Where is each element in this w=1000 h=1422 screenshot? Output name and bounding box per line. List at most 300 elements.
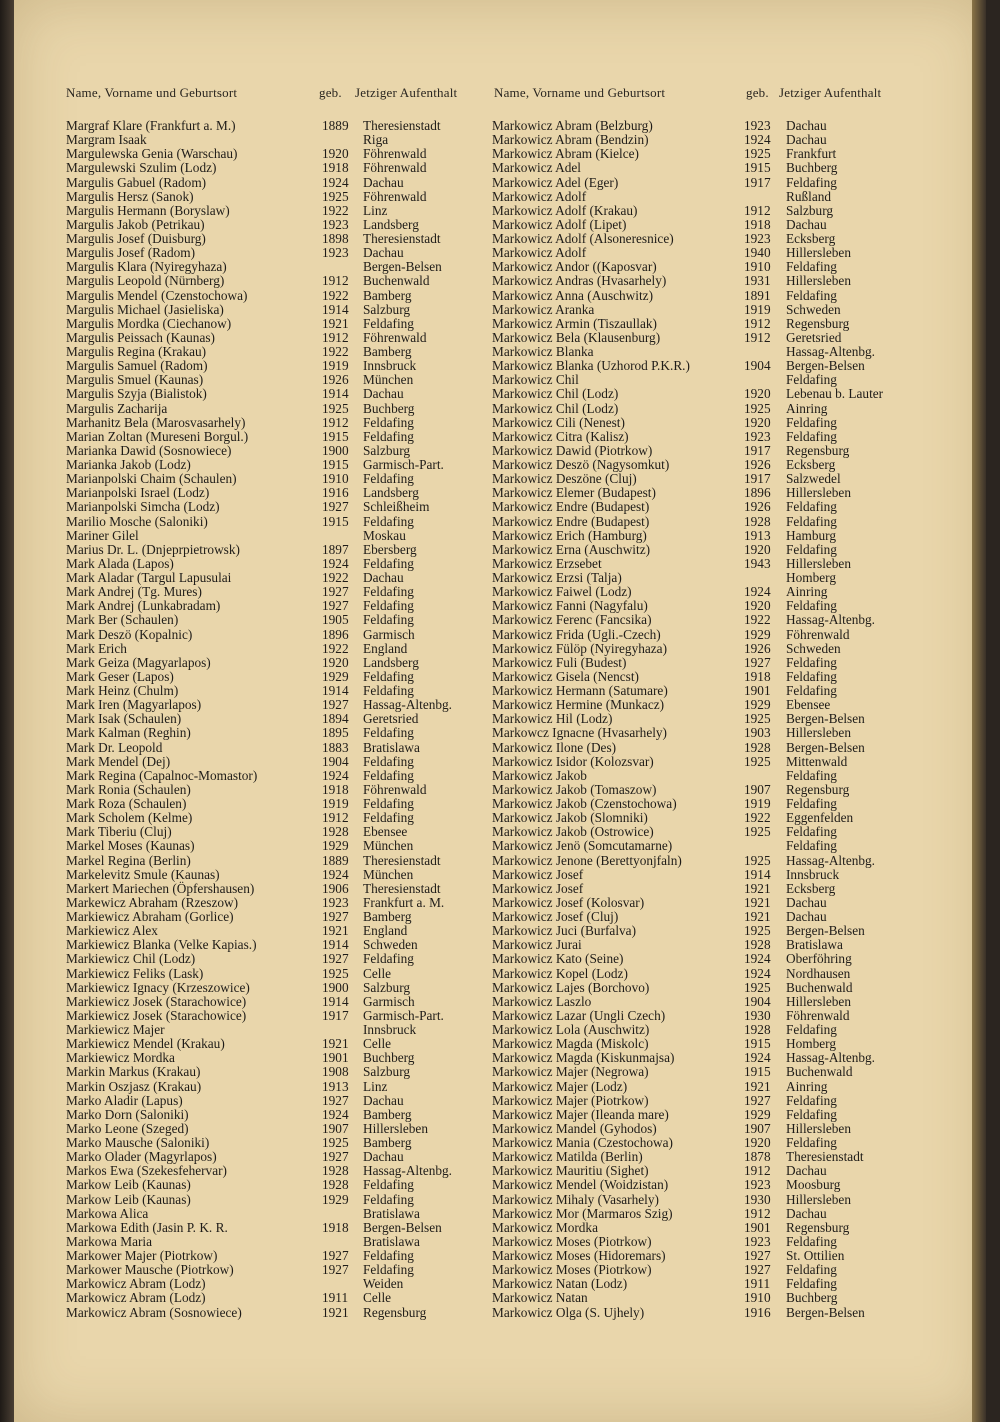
entry-location: Hillersleben xyxy=(786,555,851,571)
entry-location: Homberg xyxy=(786,570,836,585)
entry-location: Hillersleben xyxy=(786,1191,851,1207)
entry-name: Markowicz Jakob (Ostrowice) xyxy=(492,824,654,840)
entry-row xyxy=(66,430,486,444)
entry-year: 1929 xyxy=(322,668,349,684)
entry-year: 1925 xyxy=(744,400,771,416)
entry-year: 1912 xyxy=(744,315,771,331)
entry-year: 1917 xyxy=(744,471,771,487)
entry-location: Feldafing xyxy=(363,683,414,698)
entry-location: Feldafing xyxy=(363,796,414,811)
entry-location: Feldafing xyxy=(363,810,414,826)
entry-row xyxy=(492,811,922,825)
entry-location: Bergen-Belsen xyxy=(786,358,865,374)
entry-row xyxy=(492,1249,922,1263)
entry-name: Markin Oszjasz (Krakau) xyxy=(66,1078,202,1094)
entry-year: 1919 xyxy=(322,796,349,811)
entry-row xyxy=(492,119,922,133)
entry-location: Feldafing xyxy=(363,471,414,487)
entry-year: 1908 xyxy=(322,1064,349,1080)
entry-location: Landsberg xyxy=(363,654,419,670)
entry-location: Bratislawa xyxy=(363,739,420,755)
entry-row xyxy=(492,274,922,288)
entry-name: Markowicz Adolf (Lipet) xyxy=(492,216,627,232)
entry-name: Markowicz Majer (Negrowa) xyxy=(492,1064,649,1080)
entry-location: Föhrenwald xyxy=(363,781,427,797)
entry-name: Markowicz Chil (Lodz) xyxy=(492,400,619,416)
entry-location: Bergen-Belsen xyxy=(363,1219,442,1235)
entry-name: Markiewicz Alex xyxy=(66,923,158,939)
entry-year: 1925 xyxy=(322,1135,349,1150)
entry-name: Markowicz Moses (Piotrkow) xyxy=(492,1262,652,1278)
entry-location: Landsberg xyxy=(363,485,419,501)
entry-name: Markowicz Mauritiu (Sighet) xyxy=(492,1163,649,1179)
entry-row xyxy=(492,797,922,811)
entry-row xyxy=(492,1037,922,1051)
entry-row xyxy=(492,444,922,458)
entry-row xyxy=(492,500,922,514)
entry-location: Innsbruck xyxy=(363,358,417,374)
entry-year: 1920 xyxy=(744,541,771,557)
entry-row xyxy=(66,797,486,811)
entry-year: 1911 xyxy=(744,1276,771,1292)
entry-location: Salzburg xyxy=(363,1064,411,1080)
entry-year: 1910 xyxy=(744,259,771,275)
entry-location: Bamberg xyxy=(363,909,412,924)
entry-name: Marhanitz Bela (Marosvasarhely) xyxy=(66,414,246,430)
entry-name: Markowicz Fuli (Budest) xyxy=(492,654,627,670)
entry-name: Markiewicz Mordka xyxy=(66,1050,175,1066)
left-header-name: Name, Vorname und Geburtsort xyxy=(66,85,238,100)
entry-year: 1903 xyxy=(744,725,771,741)
entry-name: Markowicz Adolf xyxy=(492,245,587,261)
entry-row xyxy=(66,825,486,839)
entry-row xyxy=(66,1037,486,1051)
entry-name: Markowicz Endre (Budapest) xyxy=(492,513,650,529)
entry-location: Schweden xyxy=(363,937,418,953)
entry-location: Bratislawa xyxy=(363,1205,420,1221)
entry-name: Markowicz Jenö (Somcutamarne) xyxy=(492,838,673,854)
entry-location: Feldafing xyxy=(363,1191,414,1207)
entry-name: Markowicz Adolf (Krakau) xyxy=(492,202,638,218)
entry-name: Margulis Leopold (Nürnberg) xyxy=(66,273,225,289)
entry-name: Markowicz Mihaly (Vasarhely) xyxy=(492,1191,659,1207)
entry-row xyxy=(492,557,922,571)
entry-name: Markowicz Mania (Czestochowa) xyxy=(492,1135,673,1150)
entry-year: 1921 xyxy=(322,923,349,939)
entry-name: Markiewicz Ignacy (Krzeszowice) xyxy=(66,979,250,995)
entry-location: Feldafing xyxy=(363,951,414,967)
entry-location: Dachau xyxy=(363,1092,404,1108)
entry-year: 1917 xyxy=(744,442,771,458)
entry-row xyxy=(66,303,486,317)
entry-name: Margulis Smuel (Kaunas) xyxy=(66,372,204,388)
entry-year: 1924 xyxy=(744,132,771,148)
entry-row xyxy=(66,1193,486,1207)
entry-year: 1901 xyxy=(322,1050,349,1066)
entry-year: 1891 xyxy=(744,287,771,303)
entry-row xyxy=(492,402,922,416)
entry-location: Theresienstadt xyxy=(363,880,441,896)
entry-row xyxy=(66,585,486,599)
entry-year: 1922 xyxy=(322,570,349,585)
entry-year: 1921 xyxy=(322,1036,349,1052)
entry-row xyxy=(66,698,486,712)
entry-location: Bergen-Belsen xyxy=(786,711,865,727)
entry-name: Markow Leib (Kaunas) xyxy=(66,1191,191,1207)
entry-year: 1928 xyxy=(322,1177,349,1193)
entry-year: 1895 xyxy=(322,725,349,741)
entry-name: Markowicz Moses (Hidoremars) xyxy=(492,1248,666,1263)
entry-name: Markowicz Mendel (Woidzistan) xyxy=(492,1177,669,1193)
entry-name: Mark Heinz (Chulm) xyxy=(66,683,179,698)
entry-name: Markowicz Jurai xyxy=(492,937,582,953)
entry-year: 1920 xyxy=(322,146,349,162)
entry-name: Markowicz Erna (Auschwitz) xyxy=(492,541,651,557)
entry-row xyxy=(492,373,922,387)
entry-row xyxy=(492,1150,922,1164)
entry-name: Markower Mausche (Piotrkow) xyxy=(66,1262,234,1278)
entry-row xyxy=(492,825,922,839)
entry-location: Föhrenwald xyxy=(786,626,850,642)
entry-row xyxy=(492,232,922,246)
entry-row xyxy=(66,119,486,133)
entry-name: Marko Leone (Szeged) xyxy=(66,1120,189,1136)
entry-location: Hillersleben xyxy=(786,485,851,501)
entry-location: Feldafing xyxy=(786,1106,837,1122)
entry-year: 1925 xyxy=(744,979,771,995)
entry-name: Marius Dr. L. (Dnjeprpietrowsk) xyxy=(66,541,240,557)
entry-name: Marko Dorn (Saloniki) xyxy=(66,1106,189,1122)
entry-row xyxy=(66,755,486,769)
entry-location: Feldafing xyxy=(786,372,837,388)
entry-row xyxy=(66,571,486,585)
entry-row xyxy=(66,557,486,571)
entry-year: 1921 xyxy=(322,315,349,331)
entry-row xyxy=(66,317,486,331)
entry-name: Margram Isaak xyxy=(66,132,147,148)
entry-year: 1927 xyxy=(322,697,349,713)
entry-location: Regensburg xyxy=(786,781,850,797)
entry-name: Markowicz Jenone (Berettyonjfaln) xyxy=(492,852,682,868)
entry-row xyxy=(492,289,922,303)
entry-name: Markowicz Dawid (Piotrkow) xyxy=(492,442,653,458)
entry-year: 1927 xyxy=(322,499,349,515)
entry-location: München xyxy=(363,866,414,882)
entry-year: 1929 xyxy=(322,1191,349,1207)
entry-row xyxy=(66,500,486,514)
entry-location: Feldafing xyxy=(786,654,837,670)
entry-location: Feldafing xyxy=(786,1135,837,1150)
entry-row xyxy=(492,458,922,472)
entry-location: Hillersleben xyxy=(786,1120,851,1136)
entry-location: Feldafing xyxy=(363,725,414,741)
entry-year: 1922 xyxy=(322,202,349,218)
entry-name: Markowicz Abram (Sosnowiece) xyxy=(66,1304,242,1320)
entry-year: 1917 xyxy=(322,1007,349,1023)
entry-name: Margulewska Genia (Warschau) xyxy=(66,146,238,162)
entry-location: Dachau xyxy=(363,245,404,261)
entry-year: 1912 xyxy=(744,202,771,218)
entry-location: Bamberg xyxy=(363,287,412,303)
entry-year: 1883 xyxy=(322,739,349,755)
entry-name: Markowicz Fanni (Nagyfalu) xyxy=(492,598,648,614)
entry-name: Margulis Szyja (Bialistok) xyxy=(66,386,207,402)
entry-year: 1922 xyxy=(322,287,349,303)
entry-row xyxy=(492,430,922,444)
entry-location: Feldafing xyxy=(786,598,837,614)
entry-name: Markowicz Lajes (Borchovo) xyxy=(492,979,650,995)
entry-year: 1900 xyxy=(322,979,349,995)
entry-name: Markiewicz Abraham (Gorlice) xyxy=(66,909,234,924)
entry-location: Buchenwald xyxy=(363,273,430,289)
entry-location: Moskau xyxy=(363,527,406,543)
entry-location: Hassag-Altenbg. xyxy=(786,1050,875,1066)
entry-row xyxy=(66,515,486,529)
entry-row xyxy=(492,387,922,401)
entry-year: 1918 xyxy=(322,781,349,797)
entry-location: Oberföhring xyxy=(786,951,852,967)
entry-row xyxy=(66,416,486,430)
entry-location: Regensburg xyxy=(363,1304,427,1320)
entry-name: Markower Majer (Piotrkow) xyxy=(66,1248,218,1263)
entry-name: Margulis Gabuel (Radom) xyxy=(66,174,207,190)
entry-location: Feldafing xyxy=(786,259,837,275)
entry-year: 1904 xyxy=(744,993,771,1009)
entry-row xyxy=(66,684,486,698)
entry-row xyxy=(66,712,486,726)
entry-name: Markowicz Deszöne (Cluj) xyxy=(492,471,637,487)
entry-name: Margulis Josef (Radom) xyxy=(66,245,196,261)
entry-year: 1912 xyxy=(322,329,349,345)
entry-name: Mark Erich xyxy=(66,640,127,656)
entry-year: 1927 xyxy=(744,654,771,670)
entry-location: Feldafing xyxy=(786,174,837,190)
entry-name: Mark Ber (Schaulen) xyxy=(66,612,179,628)
entry-year: 1889 xyxy=(322,852,349,868)
entry-name: Markowicz Natan xyxy=(492,1290,588,1306)
entry-year: 1926 xyxy=(744,499,771,515)
entry-location: Ainring xyxy=(786,1078,828,1094)
entry-name: Markowicz Faiwel (Lodz) xyxy=(492,584,632,600)
entry-location: Schweden xyxy=(786,301,841,317)
entry-name: Markowcz Ignacne (Hvasarhely) xyxy=(492,725,667,741)
entry-row xyxy=(66,1235,486,1249)
entry-location: Föhrenwald xyxy=(363,188,427,204)
entry-year: 1925 xyxy=(744,711,771,727)
entry-row xyxy=(492,133,922,147)
entry-location: Dachau xyxy=(786,216,827,232)
entry-name: Markiewicz Majer xyxy=(66,1022,165,1037)
entry-location: Hassag-Altenbg. xyxy=(363,697,452,713)
entry-name: Markowicz Abram (Belzburg) xyxy=(492,118,653,133)
entry-location: Feldafing xyxy=(363,1248,414,1263)
entry-name: Markowicz Abram (Kielce) xyxy=(492,146,639,162)
entry-year: 1925 xyxy=(322,400,349,416)
entry-year: 1921 xyxy=(744,880,771,896)
entry-location: Linz xyxy=(363,1078,388,1094)
entry-location: Theresienstadt xyxy=(363,231,441,246)
document-page xyxy=(14,0,986,1422)
entry-name: Marianka Dawid (Sosnowiece) xyxy=(66,442,232,458)
entry-location: Hassag-Altenbg. xyxy=(786,344,875,359)
entry-row xyxy=(492,698,922,712)
entry-name: Margulis Zacharija xyxy=(66,400,168,416)
entry-year: 1916 xyxy=(744,1304,771,1320)
entry-year: 1927 xyxy=(322,1262,349,1278)
entry-name: Markin Markus (Krakau) xyxy=(66,1064,201,1080)
entry-year: 1910 xyxy=(744,1290,771,1306)
entry-year: 1927 xyxy=(322,951,349,967)
entry-location: Ecksberg xyxy=(786,880,836,896)
entry-location: Celle xyxy=(363,1290,392,1306)
entry-location: Feldafing xyxy=(786,683,837,698)
entry-row xyxy=(66,246,486,260)
entry-row xyxy=(66,1094,486,1108)
entry-location: Feldafing xyxy=(363,1262,414,1278)
entry-year: 1920 xyxy=(322,654,349,670)
entry-location: Hamburg xyxy=(786,527,836,543)
entry-name: Markowicz Kopel (Lodz) xyxy=(492,965,628,981)
entry-name: Markow Leib (Kaunas) xyxy=(66,1177,191,1193)
entry-year: 1914 xyxy=(322,683,349,698)
entry-row xyxy=(66,345,486,359)
entry-row xyxy=(66,896,486,910)
entry-year: 1923 xyxy=(744,1177,771,1193)
entry-row xyxy=(66,331,486,345)
entry-row xyxy=(492,868,922,882)
entry-location: Riga xyxy=(363,132,389,148)
entry-row xyxy=(492,882,922,896)
entry-row xyxy=(492,967,922,981)
entry-row xyxy=(66,811,486,825)
entry-row xyxy=(492,628,922,642)
entry-location: St. Ottilien xyxy=(786,1248,845,1263)
entry-location: Ecksberg xyxy=(786,457,836,472)
entry-row xyxy=(66,1277,486,1291)
entry-name: Margulis Peissach (Kaunas) xyxy=(66,329,215,345)
entry-name: Markowicz Hermine (Munkacz) xyxy=(492,697,665,713)
entry-year: 1915 xyxy=(322,513,349,529)
entry-location: Dachau xyxy=(363,174,404,190)
entry-row xyxy=(66,543,486,557)
entry-location: Dachau xyxy=(786,894,827,910)
entry-name: Markowicz Hermann (Satumare) xyxy=(492,683,668,698)
entry-name: Markowicz Erzsi (Talja) xyxy=(492,570,622,585)
entry-year: 1927 xyxy=(322,1092,349,1108)
entry-location: Föhrenwald xyxy=(363,329,427,345)
entry-name: Markiewicz Feliks (Lask) xyxy=(66,965,204,981)
entry-year: 1928 xyxy=(744,1022,771,1037)
entry-name: Markowicz Natan (Lodz) xyxy=(492,1276,628,1292)
entry-year: 1914 xyxy=(744,866,771,882)
entry-year: 1915 xyxy=(322,457,349,472)
entry-name: Markowicz Adolf xyxy=(492,188,587,204)
entry-row xyxy=(66,147,486,161)
entry-year: 1917 xyxy=(744,174,771,190)
entry-year: 1925 xyxy=(744,824,771,840)
entry-name: Margulis Mordka (Ciechanow) xyxy=(66,315,232,331)
entry-name: Mark Andrej (Tg. Mures) xyxy=(66,584,202,600)
entry-row xyxy=(492,1277,922,1291)
entry-location: Feldafing xyxy=(786,1092,837,1108)
entry-name: Margulis Jakob (Petrikau) xyxy=(66,216,205,232)
entry-name: Markiewicz Blanka (Velke Kapias.) xyxy=(66,937,257,953)
entry-row xyxy=(66,938,486,952)
entry-year: 1924 xyxy=(322,767,349,783)
entry-name: Marianka Jakob (Lodz) xyxy=(66,457,191,472)
entry-location: Eggenfelden xyxy=(786,810,854,826)
entry-location: Linz xyxy=(363,202,388,218)
entry-name: Margulis Hermann (Boryslaw) xyxy=(66,202,230,218)
entry-location: Frankfurt xyxy=(786,146,837,162)
entry-row xyxy=(66,628,486,642)
entry-year: 1900 xyxy=(322,442,349,458)
entry-location: Garmisch-Part. xyxy=(363,1007,444,1023)
entry-name: Markowicz Citra (Kalisz) xyxy=(492,428,629,444)
entry-name: Markos Ewa (Szekesfehervar) xyxy=(66,1163,227,1179)
entry-row xyxy=(492,345,922,359)
entry-row xyxy=(66,952,486,966)
entry-year: 1924 xyxy=(744,965,771,981)
entry-year: 1921 xyxy=(322,1304,349,1320)
entry-location: Regensburg xyxy=(786,442,850,458)
entry-year: 1915 xyxy=(322,428,349,444)
entry-location: Buchenwald xyxy=(786,979,853,995)
entry-row xyxy=(492,755,922,769)
entry-year: 1916 xyxy=(322,485,349,501)
entry-year: 1927 xyxy=(322,584,349,600)
entry-location: Bamberg xyxy=(363,1135,412,1150)
entry-year: 1927 xyxy=(744,1262,771,1278)
entry-location: Feldafing xyxy=(363,598,414,614)
entry-year: 1911 xyxy=(322,1290,349,1306)
entry-name: Markowicz Majer (Ileanda mare) xyxy=(492,1106,669,1122)
entry-row xyxy=(492,1263,922,1277)
entry-location: Feldafing xyxy=(786,767,837,783)
entry-name: Markelevitz Smule (Kaunas) xyxy=(66,866,220,882)
entry-location: Hassag-Altenbg. xyxy=(786,612,875,628)
entry-row xyxy=(66,599,486,613)
entry-year: 1924 xyxy=(322,866,349,882)
entry-row xyxy=(66,1122,486,1136)
entry-name: Markowicz Mordka xyxy=(492,1219,598,1235)
entry-name: Markowicz Jakob (Slomniki) xyxy=(492,810,648,826)
entry-row xyxy=(492,1164,922,1178)
entry-year: 1914 xyxy=(322,301,349,317)
entry-row xyxy=(66,613,486,627)
entry-location: Feldafing xyxy=(786,287,837,303)
entry-name: Mark Scholem (Kelme) xyxy=(66,810,193,826)
entry-location: Föhrenwald xyxy=(363,160,427,176)
entry-year: 1928 xyxy=(744,739,771,755)
entry-year: 1943 xyxy=(744,555,771,571)
entry-name: Markowicz Jakob (Tomaszow) xyxy=(492,781,657,797)
entry-location: Feldafing xyxy=(786,541,837,557)
entry-row xyxy=(66,1023,486,1037)
entry-location: München xyxy=(363,838,414,854)
entry-row xyxy=(492,260,922,274)
entry-row xyxy=(66,642,486,656)
entry-name: Markiewicz Mendel (Krakau) xyxy=(66,1036,225,1052)
entry-name: Mark Roza (Schaulen) xyxy=(66,796,187,811)
entry-year: 1940 xyxy=(744,245,771,261)
entry-year: 1912 xyxy=(744,1205,771,1221)
entry-name: Markowicz Anna (Auschwitz) xyxy=(492,287,653,303)
entry-year: 1915 xyxy=(744,1036,771,1052)
entry-name: Markowicz Andras (Hvasarhely) xyxy=(492,273,667,289)
entry-year: 1901 xyxy=(744,1219,771,1235)
entry-name: Marilio Mosche (Saloniki) xyxy=(66,513,208,529)
